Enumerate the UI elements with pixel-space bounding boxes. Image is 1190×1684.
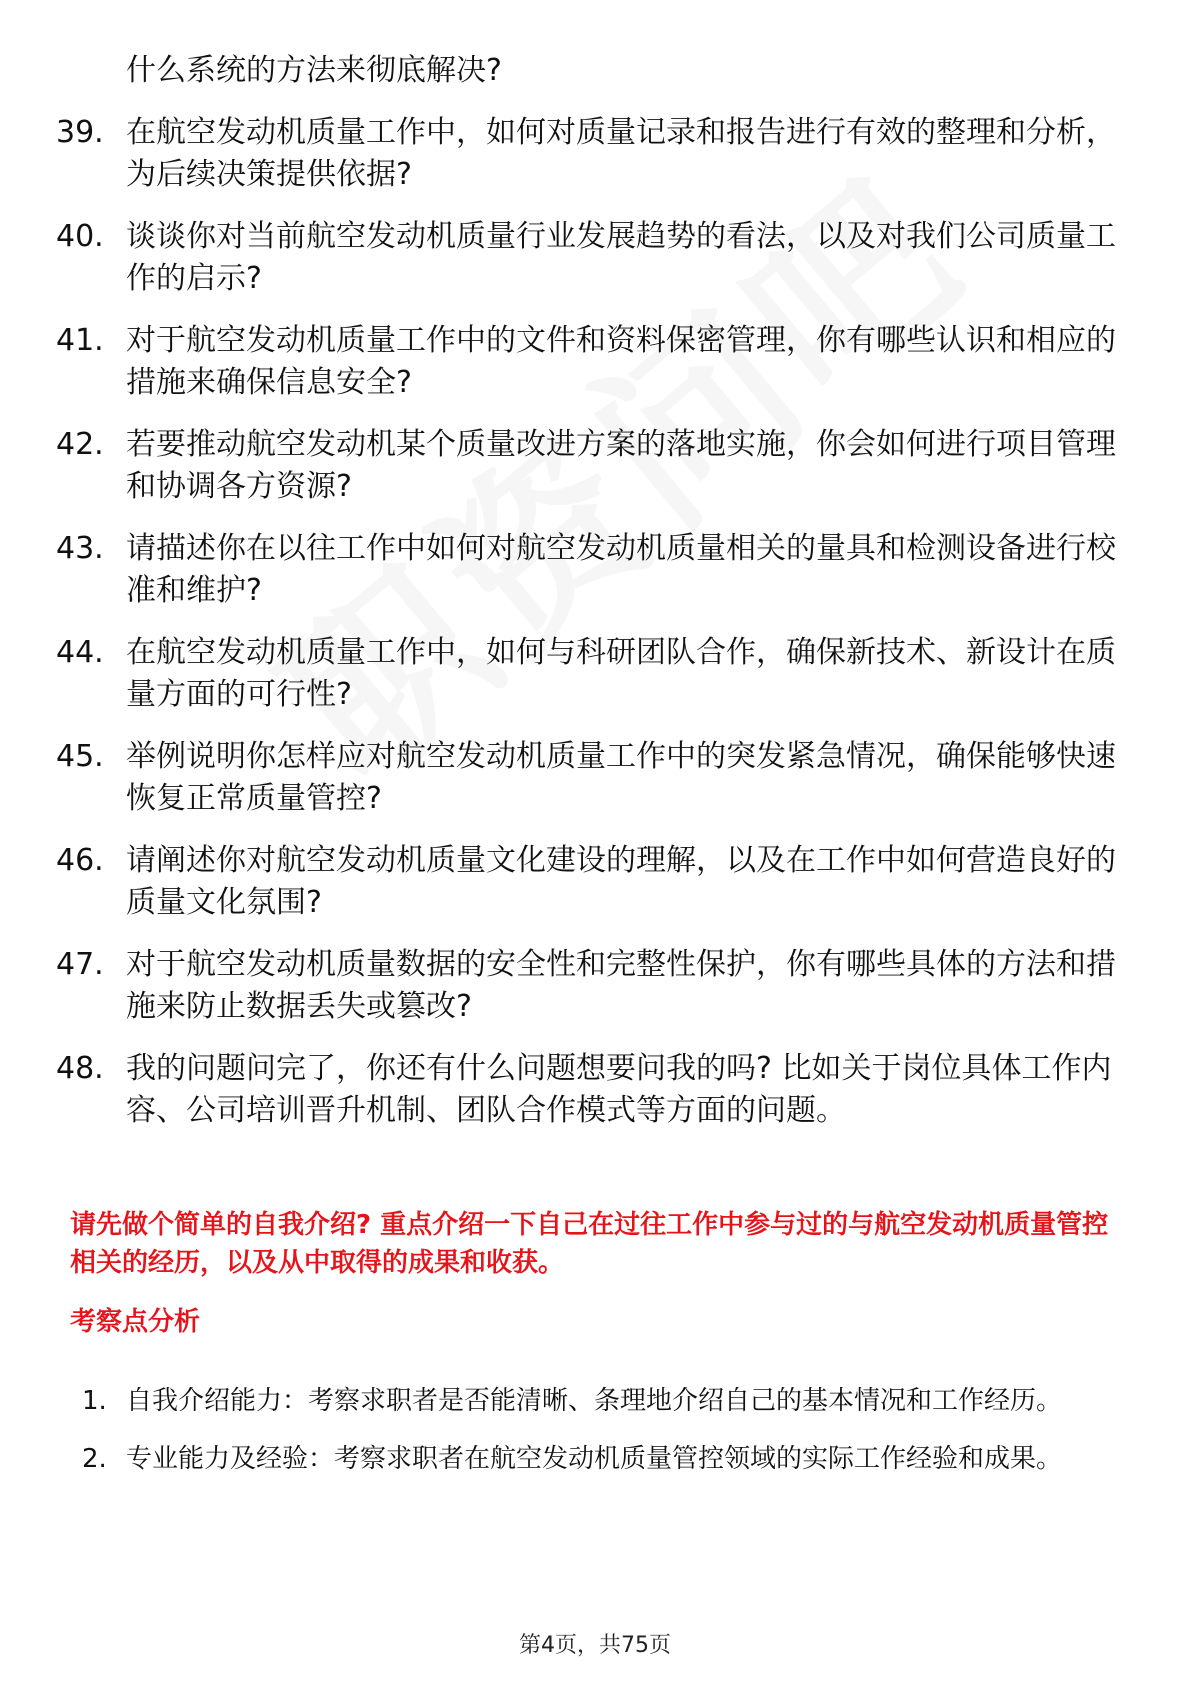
question-item	[56, 112, 1116, 196]
question-item	[56, 424, 1116, 508]
question-number: 42.	[56, 427, 104, 462]
question-item	[56, 736, 1116, 820]
question-list	[56, 112, 1116, 1152]
question-number: 43.	[56, 531, 104, 566]
analysis-item	[82, 1430, 1122, 1488]
analysis-item	[82, 1372, 1122, 1430]
analysis-number: 1.	[82, 1386, 107, 1416]
question-number: 48.	[56, 1051, 104, 1086]
analysis-heading: 考察点分析	[70, 1307, 201, 1337]
question-item	[56, 840, 1116, 924]
analysis-text: 专业能力及经验：考察求职者在航空发动机质量管控领域的实际工作经验和成果。	[126, 1444, 1063, 1474]
question-item	[56, 632, 1116, 716]
question-text: 在航空发动机质量工作中，如何与科研团队合作，确保新技术、新设计在质量方面的可行性?	[126, 635, 1116, 712]
question-number: 47.	[56, 947, 104, 982]
question-text: 对于航空发动机质量数据的安全性和完整性保护，你有哪些具体的方法和措施来防止数据丢失或篡改?	[126, 947, 1116, 1024]
question-text: 请阐述你对航空发动机质量文化建设的理解，以及在工作中如何营造良好的质量文化氛围?	[126, 843, 1116, 920]
question-item	[56, 320, 1116, 404]
question-number: 39.	[56, 115, 104, 150]
question-text: 在航空发动机质量工作中，如何对质量记录和报告进行有效的整理和分析，为后续决策提供依据?	[126, 115, 1116, 192]
question-number: 45.	[56, 739, 104, 774]
question-item	[56, 528, 1116, 612]
question-text: 对于航空发动机质量工作中的文件和资料保密管理，你有哪些认识和相应的措施来确保信息安全?	[126, 323, 1116, 400]
question-text: 我的问题问完了，你还有什么问题想要问我的吗? 比如关于岗位具体工作内容、公司培训晋升机制、团队合作模式等方面的问题。	[126, 1051, 1112, 1128]
question-text: 谈谈你对当前航空发动机质量行业发展趋势的看法，以及对我们公司质量工作的启示?	[126, 219, 1116, 296]
question-item	[56, 944, 1116, 1028]
question-number: 46.	[56, 843, 104, 878]
question-text: 举例说明你怎样应对航空发动机质量工作中的突发紧急情况，确保能够快速恢复正常质量管控?	[126, 739, 1116, 816]
page-footer: 第4页，共75页	[519, 1633, 671, 1658]
continuation-text: 什么系统的方法来彻底解决?	[126, 53, 502, 88]
question-number: 44.	[56, 635, 104, 670]
question-item	[56, 216, 1116, 300]
question-number: 40.	[56, 219, 104, 254]
analysis-list	[82, 1372, 1122, 1488]
analysis-text: 自我介绍能力：考察求职者是否能清晰、条理地介绍自己的基本情况和工作经历。	[126, 1386, 1063, 1416]
question-text: 若要推动航空发动机某个质量改进方案的落地实施，你会如何进行项目管理和协调各方资源?	[126, 427, 1116, 504]
analysis-number: 2.	[82, 1444, 107, 1474]
question-item	[56, 1048, 1116, 1132]
highlight-question: 请先做个简单的自我介绍? 重点介绍一下自己在过往工作中参与过的与航空发动机质量管控相关的经历，以及从中取得的成果和收获。	[70, 1210, 1109, 1278]
question-number: 41.	[56, 323, 104, 358]
question-text: 请描述你在以往工作中如何对航空发动机质量相关的量具和检测设备进行校准和维护?	[126, 531, 1116, 608]
